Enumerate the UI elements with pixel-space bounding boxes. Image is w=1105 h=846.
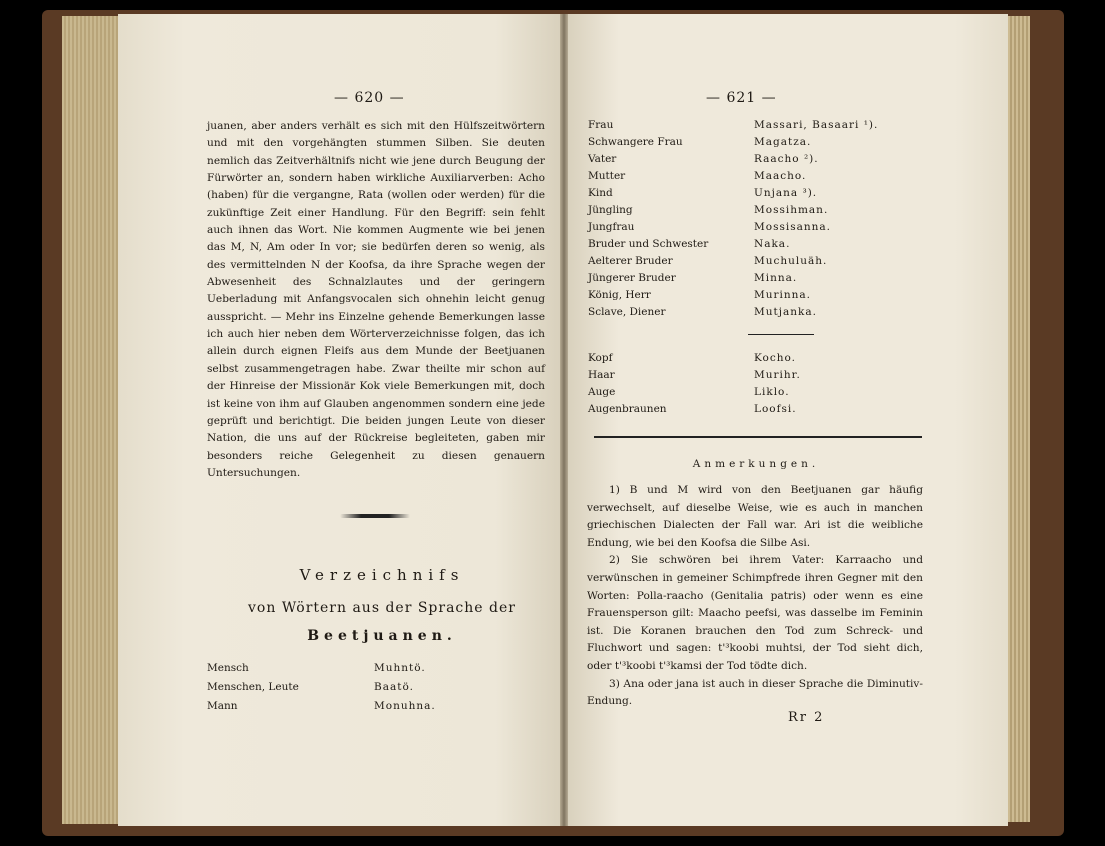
word-term: Naka. — [754, 238, 791, 250]
word-term: Raacho ²). — [754, 153, 819, 165]
word-term: Mossisanna. — [754, 221, 831, 233]
word-term: Maacho. — [754, 170, 807, 182]
word-term: Monuhna. — [374, 700, 436, 712]
footnotes — [587, 482, 923, 711]
book-gutter — [560, 14, 568, 826]
word-german: Bruder und Schwester — [588, 238, 709, 250]
word-term: Murinna. — [754, 289, 812, 301]
word-german: Jüngerer Bruder — [588, 272, 676, 284]
word-term: Muchuluäh. — [754, 255, 828, 267]
footnote-3: 3) Ana oder jana ist auch in dieser Sprache die Diminutiv-Endung. — [587, 677, 923, 708]
body-paragraph: juanen, aber anders verhält es sich mit den Hülfszeitwörtern und mit den vorgehängten stummen Silben. Sie deuten nemlich das Zeitverhältnifs nicht wie jene durch Beugung der Fürwörter an, sondern haben wirkliche Auxiliarverben: Acho (haben) für die vergangne, Rata (wollen oder werden) für die zukünftige Zeit einer Handlung. Für den Begriff: sein fehlt auch ihnen das Wort. Nie kommen Augmente wie bei jenen das M, N, Am oder In vor; sie bedürfen deren so wenig, als des vermittelnden N der Koofsa, da ihre Sprache wegen der Abwesenheit des Schnalzlautes und der geringern Ueberladung mit Anfangsvocalen sich ohnehin leicht genug ausspricht. — Mehr ins Einzelne gehende Bemerkungen lasse ich auch hier neben dem Wörterverzeichnisse folgen, das ich allein durch eignen Fleifs aus dem Munde der Beetjuanen selbst zusammengetragen habe. Zwar theilte mir schon auf der Hinreise der Missionär Kok viele Bemerkungen mit, doch ist keine von ihm auf Glauben angenommen sondern eine jede geprüft und berichtigt. Die beiden jungen Leute von dieser Nation, die uns auf der Rückreise begleiteten, gaben mir besonders reiche Gelegenheit zu diesen genauern Untersuchungen. — [207, 120, 545, 479]
notes-heading: Anmerkungen. — [692, 458, 820, 470]
word-term: Magatza. — [754, 136, 812, 148]
section-subheading: von Wörtern aus der Sprache der — [248, 600, 516, 616]
word-term: Muhntö. — [374, 662, 426, 674]
word-term: Minna. — [754, 272, 798, 284]
word-german: König, Herr — [588, 289, 651, 301]
footnote-2: 2) Sie schwören bei ihrem Vater: Karraacho und verwünschen in gemeiner Schimpfrede ihren Gegner mit den Worten: Polla-raacho (Genitalia patris) oder wenn es eine Frauensperson gilt: Maacho peefsi, was dasselbe im Feminin ist. Die Koranen brauchen den Tod zum Schreck- und Fluchwort und sagen: t'³koobi muhtsi, der Tod sieht dich, oder t'³koobi t'³kamsi der Tod tödte dich. — [587, 554, 923, 672]
long-divider — [594, 436, 922, 438]
word-german: Augenbraunen — [588, 403, 667, 415]
word-german: Mutter — [588, 170, 626, 182]
ornamental-rule — [340, 514, 410, 518]
word-term: Massari, Basaari ¹). — [754, 119, 879, 131]
word-german: Schwangere Frau — [588, 136, 683, 148]
word-term: Kocho. — [754, 352, 797, 364]
page-edges-left — [62, 16, 124, 824]
word-german: Jüngling — [588, 204, 633, 216]
footnote-1: 1) B und M wird von den Beetjuanen gar häufig verwechselt, auf dieselbe Weise, wie es auch in manchen griechischen Dialecten der Fall war. Ari ist die weibliche Endung, wie bei den Koofsa die Silbe Asi. — [587, 484, 923, 549]
word-term: Loofsi. — [754, 403, 797, 415]
signature-mark: Rr 2 — [788, 710, 825, 725]
word-german: Auge — [588, 386, 616, 398]
section-heading: Verzeichnifs — [299, 566, 465, 584]
word-german: Sclave, Diener — [588, 306, 666, 318]
word-german: Aelterer Bruder — [588, 255, 673, 267]
word-term: Unjana ³). — [754, 187, 818, 199]
word-german: Mensch — [207, 662, 249, 674]
word-german: Vater — [588, 153, 617, 165]
word-german: Jungfrau — [588, 221, 635, 233]
word-term: Murihr. — [754, 369, 801, 381]
page-number-left: — 620 — — [334, 90, 405, 106]
word-german: Kopf — [588, 352, 613, 364]
word-term: Liklo. — [754, 386, 790, 398]
word-german: Kind — [588, 187, 613, 199]
word-german: Menschen, Leute — [207, 681, 299, 693]
word-term: Mutjanka. — [754, 306, 817, 318]
word-german: Frau — [588, 119, 614, 131]
word-term: Mossihman. — [754, 204, 829, 216]
word-term: Baatö. — [374, 681, 414, 693]
word-german: Haar — [588, 369, 615, 381]
page-number-right: — 621 — — [706, 90, 777, 106]
word-german: Mann — [207, 700, 238, 712]
section-subheading-nation: Beetjuanen. — [307, 628, 457, 644]
short-divider — [748, 334, 814, 335]
